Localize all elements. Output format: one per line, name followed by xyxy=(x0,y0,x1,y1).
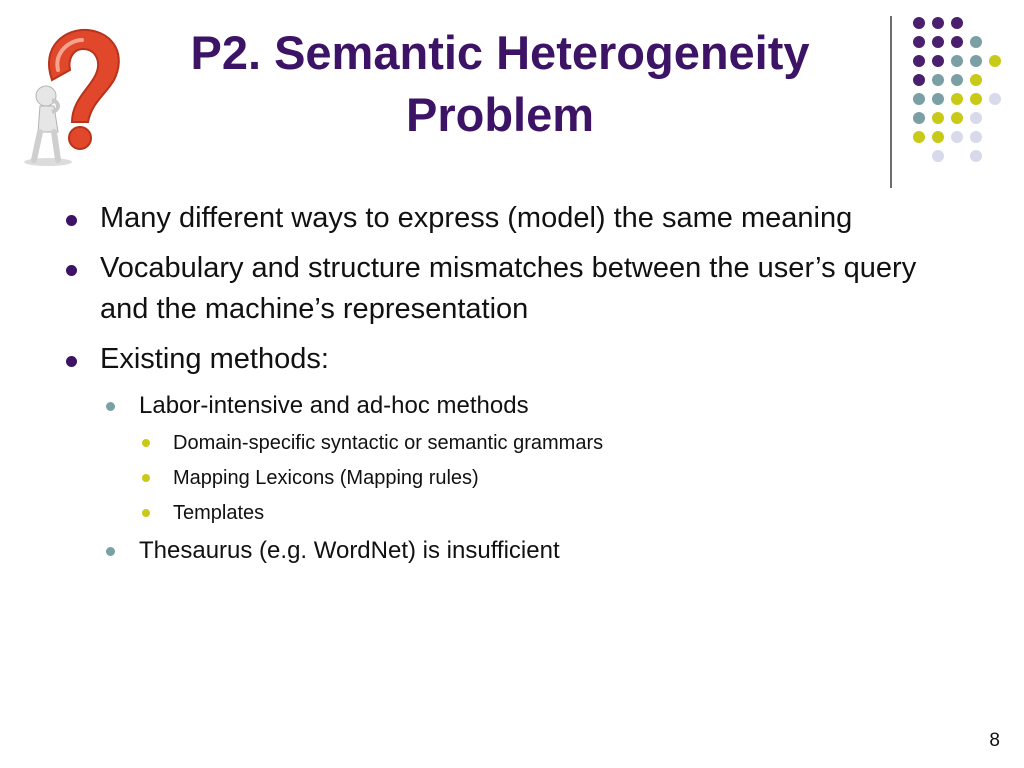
sub-sub-bullet-item: Mapping Lexicons (Mapping rules) xyxy=(60,464,950,492)
slide-title-line-1: P2. Semantic Heterogeneity xyxy=(190,26,810,79)
slide-title-line-2: Problem xyxy=(405,88,595,141)
sub-sub-bullet-item: Templates xyxy=(60,499,950,527)
bullet-list xyxy=(60,198,950,574)
sub-bullet-item: Labor-intensive and ad-hoc methods xyxy=(60,389,950,423)
bullet-item: Many different ways to express (model) the same meaning xyxy=(60,198,950,239)
sub-sub-bullet-item: Domain-specific syntactic or semantic grammars xyxy=(60,429,950,457)
bullet-item: Vocabulary and structure mismatches between the user’s query and the machine’s representation xyxy=(60,248,950,330)
sub-bullet-item: Thesaurus (e.g. WordNet) is insufficient xyxy=(60,534,950,568)
vertical-divider xyxy=(890,16,892,188)
page-number: 8 xyxy=(989,730,1000,751)
slide-title xyxy=(120,22,880,146)
question-mark-thinker-icon xyxy=(18,18,130,168)
dot-grid-decoration xyxy=(905,15,1015,165)
bullet-item: Existing methods: xyxy=(60,339,950,380)
